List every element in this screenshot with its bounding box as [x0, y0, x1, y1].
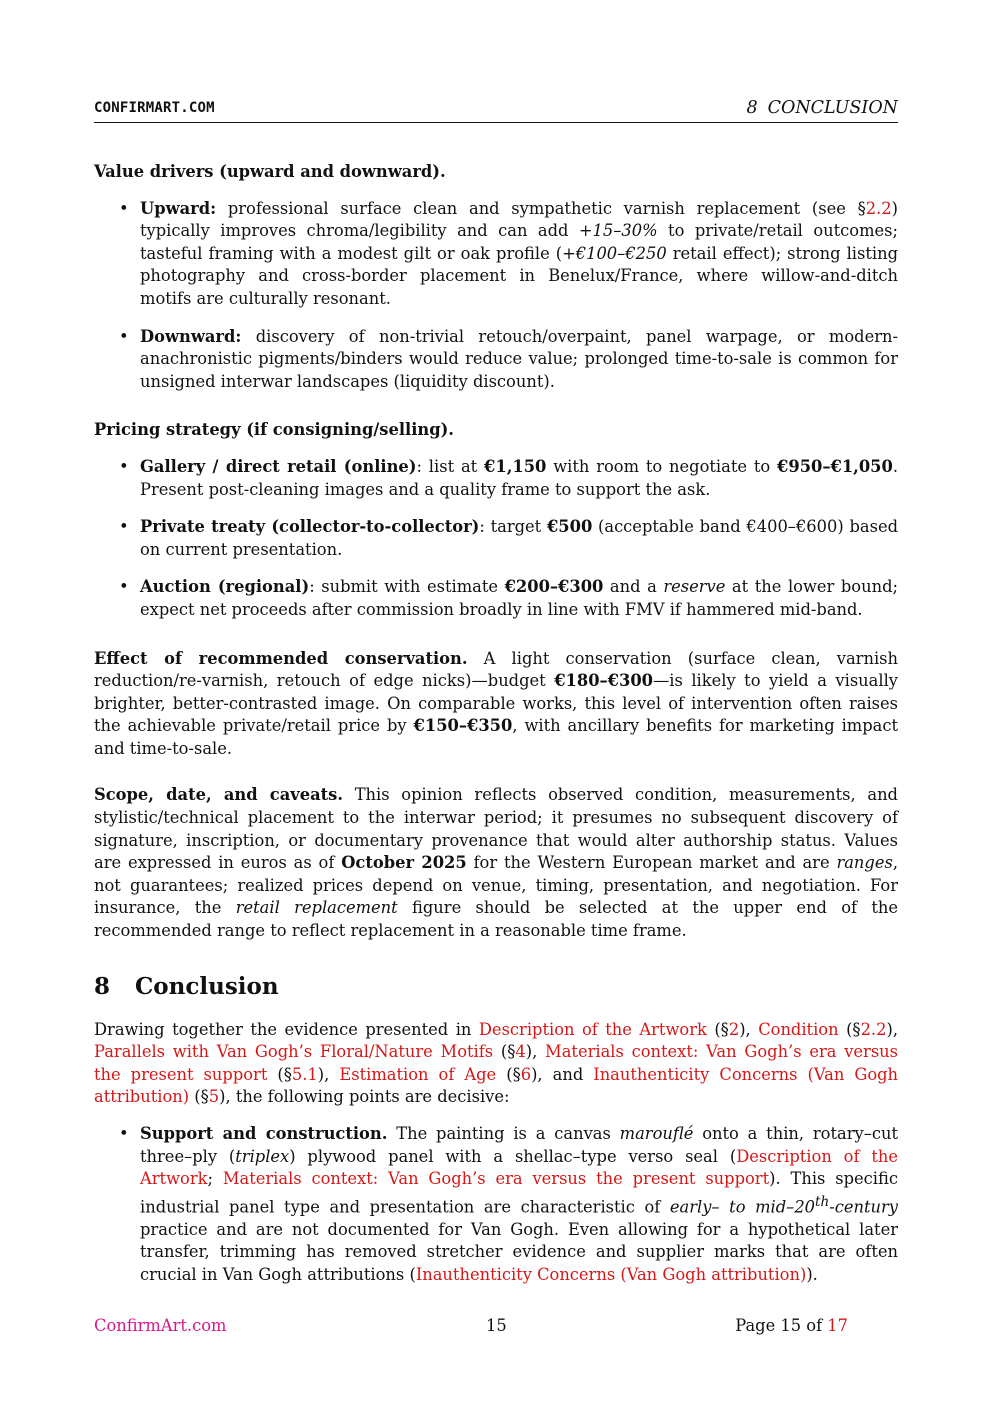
total-pages-link[interactable]: 17 [827, 1316, 848, 1335]
support-label: Support and construction. [140, 1124, 388, 1143]
text-span: ), [886, 1019, 899, 1039]
price-value: €150–€350 [413, 716, 513, 736]
section-number: 8 [94, 972, 111, 1000]
text-span: ), and [531, 1064, 594, 1084]
text-span: figure should be selected at the upper end of the recommended range to reflect replacement in a reasonable time frame. [94, 898, 898, 941]
effect-paragraph [94, 648, 898, 761]
list-item [94, 326, 898, 394]
text-span: . Present post-cleaning images and a quality frame to support the ask. [140, 456, 898, 499]
text-span: ) plywood panel with a shellac–type verso seal ( [289, 1146, 737, 1166]
private-label: Private treaty (collector-to-collector) [140, 517, 480, 537]
conclusion-intro-paragraph [94, 1019, 898, 1109]
emphasis: triplex [235, 1146, 290, 1166]
auction-label: Auction (regional) [140, 577, 310, 597]
text-span: : submit with estimate [309, 577, 505, 597]
section-title: Conclusion [135, 972, 279, 1000]
link-description[interactable]: Description of the Artwork [140, 1146, 898, 1189]
pricing-heading: Pricing strategy (if consigning/selling). [94, 420, 454, 440]
running-section-name: CONCLUSION [767, 98, 898, 118]
list-item [94, 576, 898, 621]
footer-page-number: 15 [486, 1316, 507, 1335]
text-span: ; [207, 1169, 223, 1189]
running-section-title [746, 98, 898, 118]
emphasis: retail replacement [235, 898, 398, 918]
gallery-label: Gallery / direct retail (online) [140, 456, 417, 476]
text-span: ), [739, 1019, 759, 1039]
link-inauthenticity[interactable]: Inauthenticity Concerns (Van Gogh attribution) [415, 1264, 807, 1284]
text-span: retail effect); strong listing photography and cross-border placement in Benelux/France, where willow-and-ditch motifs are culturally resonant. [140, 243, 899, 308]
price-value: €1,150 [484, 456, 547, 476]
scope-heading: Scope, date, and caveats. [94, 785, 343, 805]
emphasis: ranges [836, 853, 893, 873]
date-value: October 2025 [341, 853, 467, 873]
text-span: ), [525, 1042, 546, 1062]
section-ref-link[interactable]: 5.1 [291, 1064, 318, 1084]
text-span: ) typically improves chroma/legibility and can add [140, 198, 898, 241]
text-span: The painting is a canvas [387, 1124, 620, 1143]
text-span: : list at [416, 456, 485, 476]
text-span: to private/retail outcomes; tasteful framing with a modest gilt or oak profile ( [140, 221, 898, 263]
list-item [94, 456, 898, 501]
running-section-number: 8 [746, 98, 758, 118]
emphasis: +€100–€250 [562, 243, 667, 263]
text-span: practice and are not documented for Van Gogh. Even allowing for a hypothetical later transfer, trimming has removed stretcher evidence and supplier marks that are often crucial in Van Gogh attributions ( [140, 1219, 898, 1284]
text-span: ), the following points are decisive: [219, 1087, 510, 1107]
text-span: onto a thin, rotary–cut three–ply ( [140, 1124, 898, 1166]
text-span: and a [603, 577, 664, 597]
emphasis: +15–30% [578, 221, 658, 241]
price-value: €180–€300 [554, 671, 653, 691]
text-span: (§ [496, 1064, 521, 1084]
text-span: professional surface clean and sympathetic varnish replacement (see § [216, 198, 866, 218]
section-ref-link[interactable]: 5 [208, 1087, 220, 1107]
link-estimation-of-age[interactable]: Estimation of Age [339, 1064, 497, 1084]
superscript: th [815, 1193, 830, 1210]
value-drivers-list [94, 198, 898, 394]
text-span: Drawing together the evidence presented in [94, 1019, 479, 1039]
running-header [94, 98, 898, 123]
list-item [94, 1123, 898, 1287]
effect-heading: Effect of recommended conservation. [94, 648, 468, 668]
site-logo: CONFIRMART.COM [94, 100, 215, 116]
text-span: ). This specific industrial panel type and presentation are characteristic of [140, 1169, 898, 1217]
text-span: with room to negotiate to [546, 456, 778, 476]
section-ref-link[interactable]: 6 [520, 1064, 532, 1084]
section-ref-link[interactable]: 2.2 [860, 1019, 887, 1039]
price-value: €950–€1,050 [777, 456, 893, 476]
footer-page-of [735, 1316, 848, 1335]
text-span: (§ [838, 1019, 861, 1039]
text-span: This opinion reflects observed condition, measurements, and stylistic/technical placement to the interwar period; it presumes no subsequent discovery of signature, inscription, or documentary provenance that would alter authorship status. Values are expressed in euros as of [94, 785, 898, 873]
link-inauthenticity[interactable]: Inauthenticity Concerns (Van Gogh attribution) [94, 1064, 899, 1107]
text-span: , with ancillary benefits for marketing impact and time-to-sale. [94, 716, 899, 758]
text-span: (acceptable band €400–€600) based on current presentation. [140, 517, 899, 559]
list-item [94, 198, 898, 311]
conclusion-points-list [94, 1123, 898, 1287]
link-condition[interactable]: Condition [758, 1019, 839, 1039]
page-body [94, 161, 898, 1313]
section-ref-link[interactable]: 2.2 [865, 198, 892, 218]
link-materials-context[interactable]: Materials context: Van Gogh’s era versus the present support [222, 1169, 770, 1189]
emphasis: -century [829, 1197, 899, 1217]
text-span: ), [317, 1064, 340, 1084]
page-footer [94, 1316, 898, 1340]
pricing-list [94, 456, 898, 622]
footer-site-link[interactable]: ConfirmArt.com [94, 1316, 227, 1335]
text-span: at the lower bound; expect net proceeds after commission broadly in line with FMV if hammered mid-band. [140, 577, 898, 619]
text-span: discovery of non-trivial retouch/overpaint, panel warpage, or modern-anachronistic pigments/binders would reduce value; prolonged time-to-sale is common for unsigned interwar landscapes (liquidity discount). [140, 326, 898, 391]
value-drivers-heading: Value drivers (upward and downward). [94, 162, 446, 181]
downward-label: Downward: [140, 326, 242, 346]
section-heading-conclusion [94, 973, 898, 1001]
text-span: (§ [493, 1042, 516, 1062]
price-value: €500 [546, 517, 593, 537]
text-span: : target [479, 517, 547, 537]
text-span: (§ [706, 1019, 729, 1039]
link-parallels[interactable]: Parallels with Van Gogh’s Floral/Nature Motifs [94, 1042, 494, 1062]
text-span: —is likely to yield a visually brighter, better-contrasted image. On comparable works, this level of intervention often raises the achievable private/retail price by [94, 671, 898, 736]
section-ref-link[interactable]: 4 [515, 1042, 526, 1062]
text-span: , not guarantees; realized prices depend on venue, timing, presentation, and negotiation. For insurance, the [94, 853, 899, 918]
emphasis: reserve [663, 577, 726, 597]
section-ref-link[interactable]: 2 [728, 1019, 740, 1039]
text-span: (§ [267, 1064, 292, 1084]
text-span: (§ [189, 1087, 209, 1107]
emphasis: marouflé [619, 1124, 694, 1143]
upward-label: Upward: [140, 198, 217, 218]
scope-paragraph [94, 784, 898, 942]
text-span: A light conservation (surface clean, varnish reduction/re-varnish, retouch of edge nicks)—budget [94, 648, 899, 691]
link-description[interactable]: Description of the Artwork [478, 1019, 707, 1039]
page-of-prefix: Page 15 of [735, 1316, 828, 1335]
text-span: for the Western European market and are [466, 853, 837, 873]
link-materials-context[interactable]: Materials context: Van Gogh’s era versus the present support [94, 1042, 899, 1084]
list-item [94, 516, 898, 561]
text-span: ). [806, 1264, 818, 1284]
price-value: €200–€300 [504, 577, 604, 597]
emphasis: early– to mid–20 [669, 1197, 816, 1217]
